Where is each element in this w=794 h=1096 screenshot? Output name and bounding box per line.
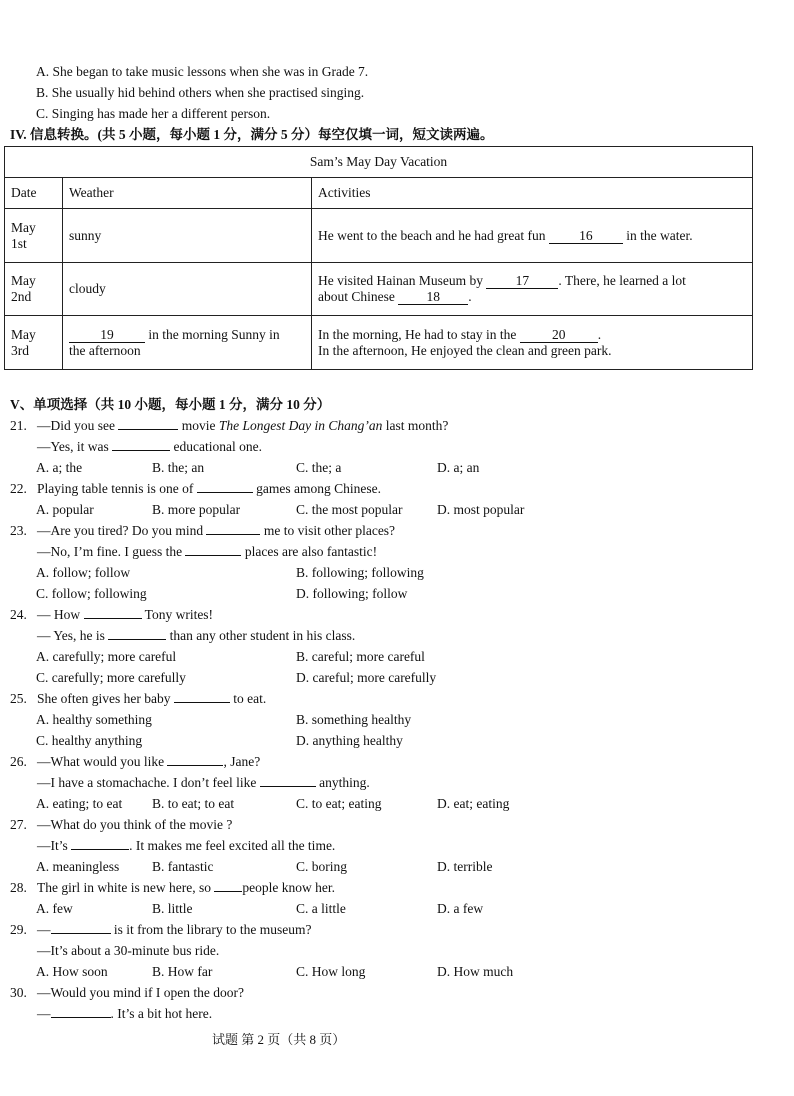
option-d[interactable]: D. eat; eating <box>437 796 510 811</box>
answer-blank[interactable] <box>118 429 178 430</box>
option-a[interactable]: A. popular <box>36 502 94 517</box>
answer-blank[interactable] <box>51 933 111 934</box>
answer-blank[interactable] <box>206 534 260 535</box>
answer-blank[interactable] <box>260 786 316 787</box>
table-header: Activities <box>312 178 753 209</box>
option-a[interactable]: A. carefully; more careful <box>36 649 177 664</box>
answer-blank[interactable]: 19 <box>69 327 145 343</box>
activity-cell: He visited Hainan Museum by 17 . There, he learned a lot about Chinese 18 . <box>312 263 753 316</box>
option-c[interactable]: C. to eat; eating <box>296 796 382 811</box>
weather-cell: sunny <box>63 209 312 263</box>
question-28: 28. The girl in white is new here, so people know her. <box>10 880 335 895</box>
answer-blank[interactable] <box>84 618 142 619</box>
option-a[interactable]: A. follow; follow <box>36 565 131 580</box>
question-26: 26. —What would you like , Jane? <box>10 754 261 769</box>
option-d[interactable]: D. careful; more carefully <box>296 670 437 685</box>
option-d[interactable]: D. anything healthy <box>296 733 403 748</box>
option-b[interactable]: B. careful; more careful <box>296 649 425 664</box>
option-line: B. She usually hid behind others when she practised singing. <box>36 85 365 100</box>
answer-blank[interactable] <box>185 555 241 556</box>
option-b[interactable]: B. little <box>152 901 193 916</box>
vacation-table <box>4 146 753 370</box>
answer-blank[interactable] <box>174 702 230 703</box>
option-b[interactable]: B. fantastic <box>152 859 214 874</box>
date-cell: May <box>11 219 36 235</box>
answer-blank[interactable]: 16 <box>549 228 623 244</box>
table-row <box>5 316 753 370</box>
question-29: 29. — is it from the library to the museum? <box>10 922 312 937</box>
question-30: 30. —Would you mind if I open the door? <box>10 985 245 1000</box>
date-cell: May <box>11 273 36 288</box>
option-b[interactable]: B. something healthy <box>296 712 412 727</box>
option-d[interactable]: D. following; follow <box>296 586 408 601</box>
question-line: —No, I’m fine. I guess the places are also fantastic! <box>37 544 378 559</box>
option-d[interactable]: D. terrible <box>437 859 493 874</box>
option-c[interactable]: C. a little <box>296 901 346 916</box>
answer-blank[interactable] <box>167 765 223 766</box>
table-row <box>5 209 753 263</box>
option-c[interactable]: C. How long <box>296 964 366 979</box>
option-b[interactable]: B. to eat; to eat <box>152 796 235 811</box>
option-c[interactable]: C. the most popular <box>296 502 403 517</box>
option-d[interactable]: D. How much <box>437 964 514 979</box>
question-line: —Yes, it was educational one. <box>37 439 262 454</box>
option-a[interactable]: A. How soon <box>36 964 108 979</box>
question-22: 22. Playing table tennis is one of games among Chinese. <box>10 481 381 496</box>
option-b[interactable]: B. following; following <box>296 565 424 580</box>
option-c[interactable]: C. healthy anything <box>36 733 143 748</box>
option-b[interactable]: B. more popular <box>152 502 241 517</box>
weather-cell: cloudy <box>63 263 312 316</box>
date-cell: 1st <box>11 235 27 251</box>
option-line: A. She began to take music lessons when she was in Grade 7. <box>36 64 369 79</box>
question-line: —I have a stomachache. I don’t feel like anything. <box>37 775 370 790</box>
page-footer: 试题 第 2 页（共 8 页） <box>212 1032 346 1047</box>
date-cell: 3rd <box>11 342 29 358</box>
answer-blank[interactable]: 20 <box>520 327 598 343</box>
section-heading: IV. 信息转换。(共 5 小题，每小题 1 分，满分 5 分）每空仅填一词，短文读两遍。 <box>10 127 494 142</box>
question-25: 25. She often gives her baby to eat. <box>10 691 267 706</box>
date-cell: 2nd <box>11 289 32 304</box>
question-line: —It’s . It makes me feel excited all the time. <box>37 838 336 853</box>
option-d[interactable]: D. most popular <box>437 502 525 517</box>
option-c[interactable]: C. the; a <box>296 460 342 475</box>
option-d[interactable]: D. a; an <box>437 460 480 475</box>
option-c[interactable]: C. carefully; more carefully <box>36 670 186 685</box>
question-21: 21. —Did you see movie The Longest Day in Chang’an last month? <box>10 418 449 433</box>
date-cell: May <box>11 326 36 342</box>
weather-cell: 19 in the morning Sunny in the afternoon <box>63 316 312 370</box>
answer-blank[interactable] <box>71 849 129 850</box>
question-27: 27. —What do you think of the movie ? <box>10 817 233 832</box>
option-d[interactable]: D. a few <box>437 901 484 916</box>
question-line: — . It’s a bit hot here. <box>37 1006 213 1021</box>
question-line: —It’s about a 30-minute bus ride. <box>37 943 220 958</box>
option-a[interactable]: A. a; the <box>36 460 83 475</box>
section-heading: V、单项选择（共 10 小题，每小题 1 分，满分 10 分） <box>10 397 331 412</box>
question-line: — Yes, he is than any other student in his class. <box>37 628 356 643</box>
table-header: Date <box>5 178 63 209</box>
option-line: C. Singing has made her a different person. <box>36 106 271 121</box>
table-title: Sam’s May Day Vacation <box>5 147 753 178</box>
option-b[interactable]: B. the; an <box>152 460 205 475</box>
option-b[interactable]: B. How far <box>152 964 213 979</box>
answer-blank[interactable]: 18 <box>398 289 468 305</box>
option-a[interactable]: A. meaningless <box>36 859 120 874</box>
answer-blank[interactable] <box>108 639 166 640</box>
answer-blank[interactable] <box>214 891 242 892</box>
option-c[interactable]: C. follow; following <box>36 586 147 601</box>
option-a[interactable]: A. healthy something <box>36 712 152 727</box>
question-24: 24. — How Tony writes! <box>10 607 214 622</box>
option-a[interactable]: A. few <box>36 901 73 916</box>
option-a[interactable]: A. eating; to eat <box>36 796 123 811</box>
option-c[interactable]: C. boring <box>296 859 348 874</box>
answer-blank[interactable]: 17 <box>486 273 558 289</box>
activity-cell: He went to the beach and he had great fun 16 in the water. <box>312 209 753 263</box>
answer-blank[interactable] <box>112 450 170 451</box>
activity-cell: In the morning, He had to stay in the 20 . In the afternoon, He enjoyed the clean and green park. <box>312 316 753 370</box>
answer-blank[interactable] <box>51 1017 111 1018</box>
answer-blank[interactable] <box>197 492 253 493</box>
table-row <box>5 263 753 316</box>
table-header: Weather <box>63 178 312 209</box>
question-23: 23. —Are you tired? Do you mind me to visit other places? <box>10 523 396 538</box>
